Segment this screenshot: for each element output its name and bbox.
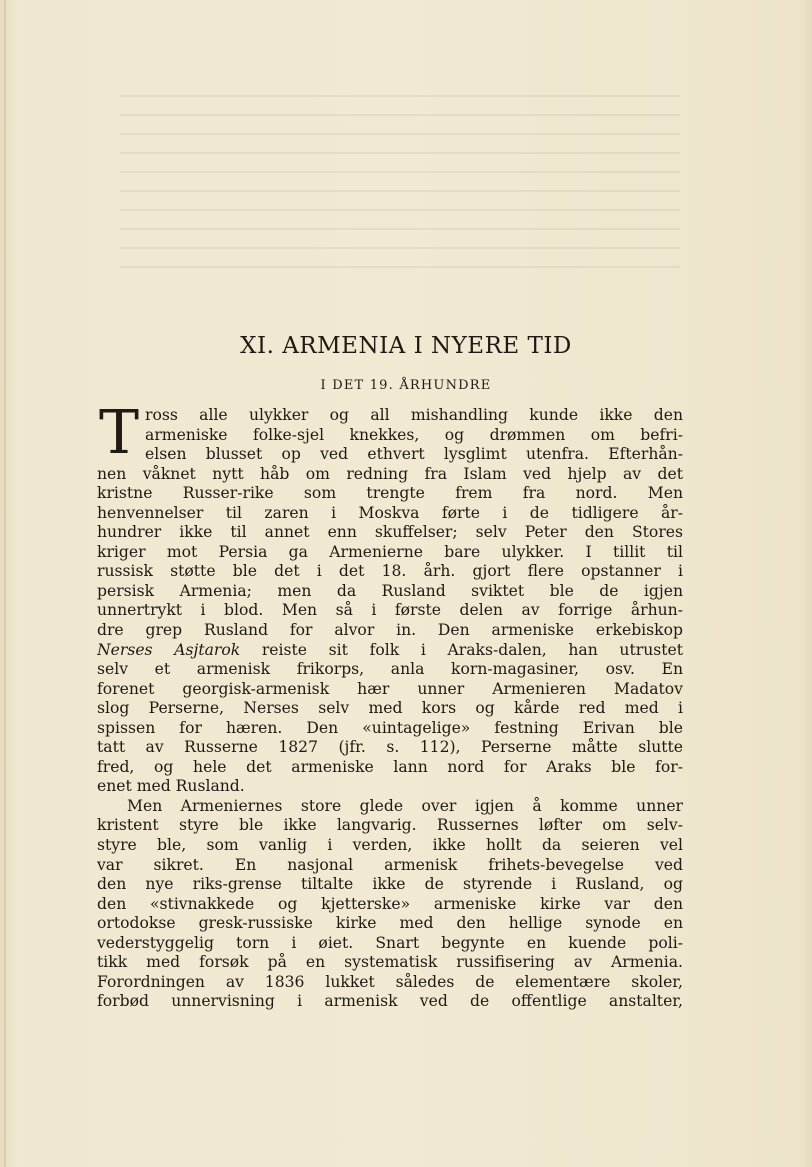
text-line: kristent styre ble ikke langvarig. Russernes løfter om selv- <box>97 816 683 835</box>
text-line: forenet georgisk-armenisk hær unner Armenieren Madatov <box>97 679 683 698</box>
drop-cap: T <box>99 398 140 468</box>
text-line: fred, og hele det armeniske lann nord for Araks ble for- <box>97 757 683 776</box>
text-line: unnertrykt i blod. Men så i første delen av forrige århun- <box>97 601 683 620</box>
text-line: kristne Russer-rike som trengte frem fra nord. Men <box>97 484 683 503</box>
text-line: vederstyggelig torn i øiet. Snart begynte en kuende poli- <box>97 933 683 952</box>
text-line: Men Armeniernes store glede over igjen å komme unner <box>127 796 683 815</box>
text-line: ross alle ulykker og all mishandling kunde ikke den <box>145 406 683 424</box>
text-line: var sikret. En nasjonal armenisk frihets-bevegelse ved <box>97 855 683 874</box>
text-line: spissen for hæren. Den «uintagelige» festning Erivan ble <box>97 718 683 737</box>
text-line: persisk Armenia; men da Rusland sviktet ble de igjen <box>97 581 683 600</box>
bleed-through-shadow <box>120 95 680 295</box>
text-line: ortodokse gresk-russiske kirke med den hellige synode en <box>97 914 683 933</box>
text-line: forbød unnervisning i armenisk ved de offentlige anstalter, <box>97 992 683 1011</box>
text-line: kriger mot Persia ga Armenierne bare ulykker. I tillit til <box>97 542 683 561</box>
text-line: nen våknet nytt håb om redning fra Islam ved hjelp av det <box>97 464 683 483</box>
text-fragment: reiste sit folk i Araks-dalen, han utrustet <box>240 640 683 659</box>
paragraph-1 <box>97 398 683 797</box>
text-line: Forordningen av 1836 lukket således de elementære skoler, <box>97 972 683 991</box>
text-line: dre grep Rusland for alvor in. Den armeniske erkebiskop <box>97 621 683 640</box>
text-line: den nye riks-grense tiltalte ikke de styrende i Rusland, og <box>97 875 683 894</box>
text-line: armeniske folke-sjel knekkes, og drømmen om befri- <box>145 425 683 444</box>
text-line: henvennelser til zaren i Moskva førte i de tidligere år- <box>97 503 683 522</box>
page-spine-edge <box>4 0 6 1167</box>
text-line: tatt av Russerne 1827 (jfr. s. 112), Perserne måtte slutte <box>97 738 683 757</box>
italic-name: Nerses Asjtarok <box>97 640 241 659</box>
text-line: enet med Rusland. <box>97 777 245 796</box>
text-line: selv et armenisk frikorps, anla korn-magasiner, osv. En <box>97 660 683 679</box>
text-line: hundrer ikke til annet enn skuffelser; selv Peter den Stores <box>97 523 683 542</box>
body-text <box>97 398 683 1012</box>
chapter-subtitle: I DET 19. ÅRHUNDRE <box>320 378 492 393</box>
paragraph-2 <box>97 797 683 1012</box>
text-line: tikk med forsøk på en systematisk russifisering av Armenia. <box>97 953 683 972</box>
text-line: styre ble, som vanlig i verden, ikke hollt da seieren vel <box>97 836 683 855</box>
text-line: russisk støtte ble det i det 18. årh. gjort flere opstanner i <box>97 562 683 581</box>
text-line <box>97 641 683 661</box>
text-line: slog Perserne, Nerses selv med kors og kårde red med i <box>97 699 683 718</box>
text-line: elsen blusset op ved ethvert lysglimt utenfra. Efterhån- <box>145 445 683 464</box>
text-line: den «stivnakkede og kjetterske» armeniske kirke var den <box>97 894 683 913</box>
chapter-title: XI. ARMENIA I NYERE TID <box>240 333 572 359</box>
